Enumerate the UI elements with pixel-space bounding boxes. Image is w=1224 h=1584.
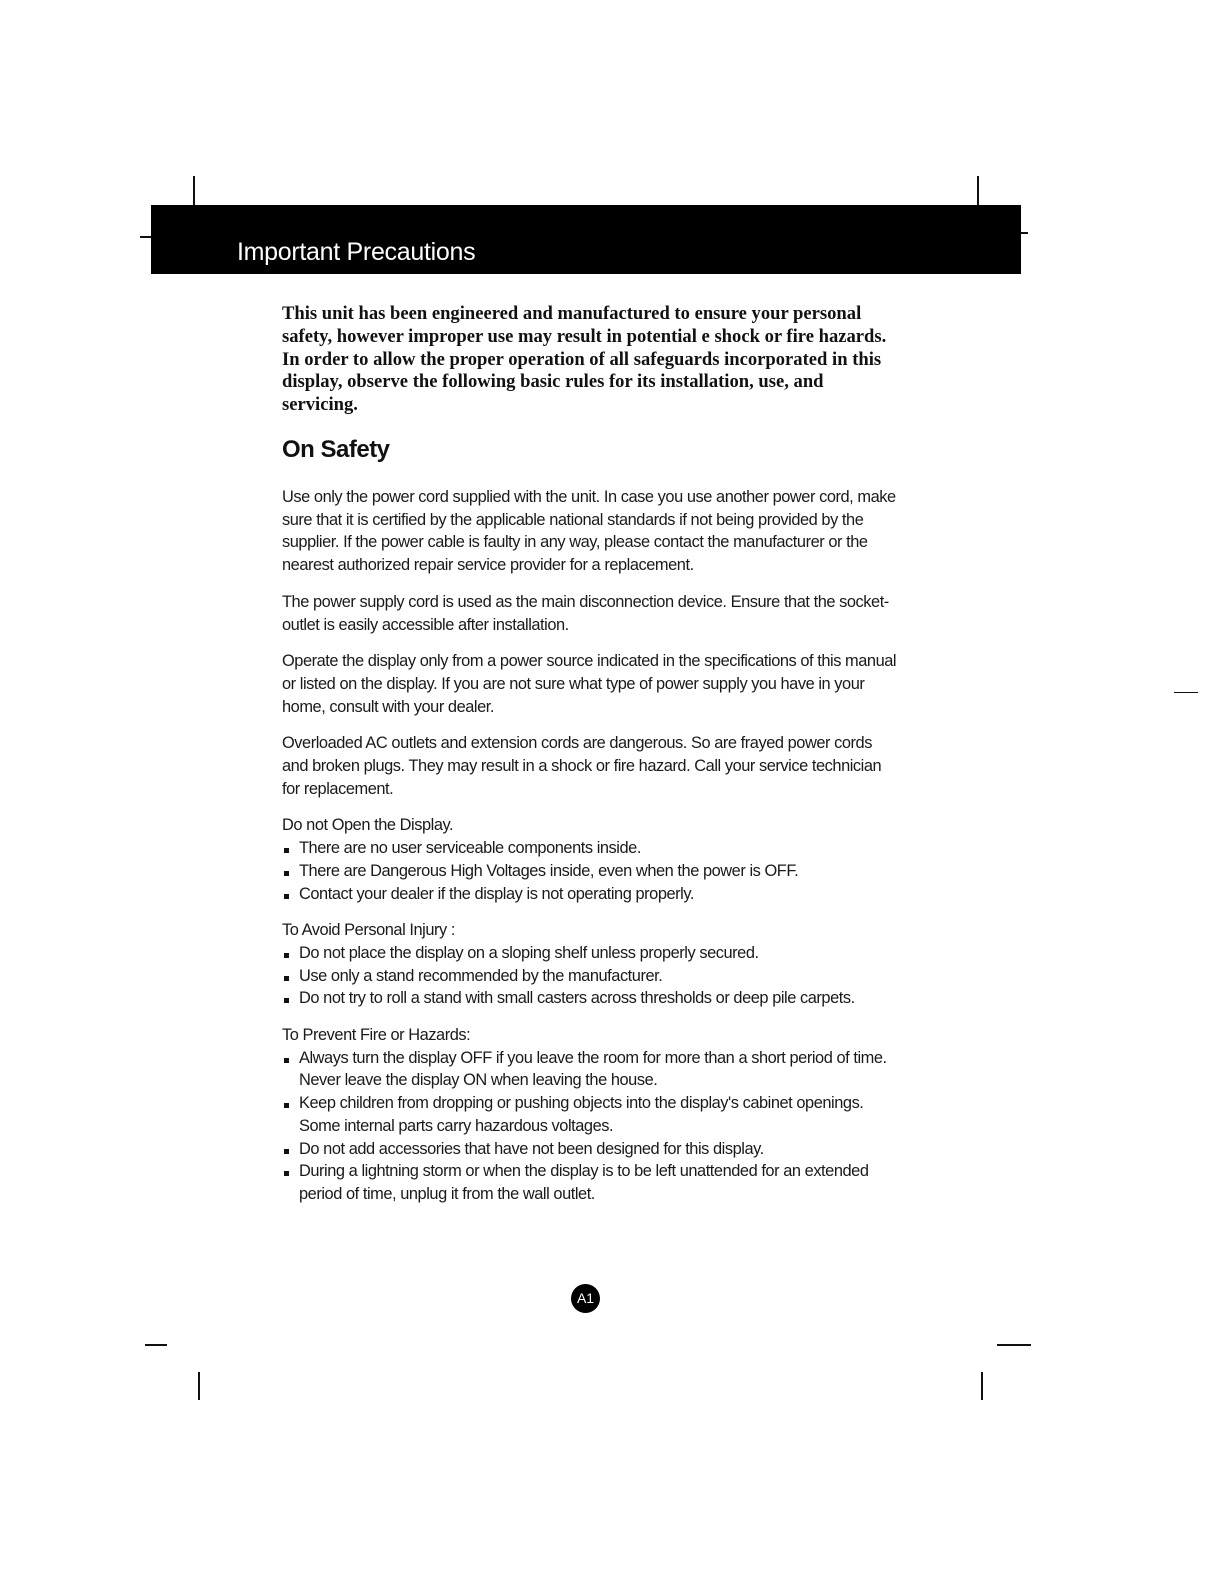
header-bar — [151, 205, 1021, 274]
list-item — [282, 837, 902, 860]
list-item — [282, 942, 902, 965]
list-item-text: Always turn the display OFF if you leave the room for more than a short period of time. Never leave the display ON when leaving the house. — [299, 1048, 887, 1090]
list-item — [282, 860, 902, 883]
list-item — [282, 1047, 902, 1092]
bullet-list — [282, 1047, 902, 1206]
bullet-icon — [284, 1103, 289, 1108]
list-item-text: Keep children from dropping or pushing objects into the display's cabinet openings. Some internal parts carry hazardous voltages. — [299, 1094, 864, 1135]
list-item — [282, 1138, 902, 1161]
list-item-text: There are Dangerous High Voltages inside, even when the power is OFF. — [299, 861, 799, 880]
bullet-icon — [284, 848, 289, 853]
safety-paragraph-power-source: Operate the display only from a power source indicated in the specifications of this manual or listed on the display. If you are not sure what type of power supply you have in your home, consult with your dealer. — [282, 652, 897, 716]
list-item-text: There are no user serviceable components inside. — [299, 839, 641, 858]
crop-mark-top-left-vertical — [193, 176, 195, 206]
bullet-icon — [284, 1058, 289, 1063]
safety-paragraph-disconnect: The power supply cord is used as the main disconnection device. Ensure that the socket-outlet is easily accessible after installation. — [282, 592, 889, 634]
crop-mark-top-right-horizontal — [1020, 232, 1028, 234]
list-item — [282, 987, 902, 1010]
group-title: Do not Open the Display. — [282, 816, 454, 835]
list-item-text: Use only a stand recommended by the manufacturer. — [299, 966, 663, 985]
safety-paragraph-overload: Overloaded AC outlets and extension cords are dangerous. So are frayed power cords and broken plugs. They may result in a shock or fire hazard. Call your service technician for replacement. — [282, 734, 882, 798]
bullet-icon — [284, 998, 289, 1003]
bullet-list — [282, 942, 902, 1010]
crop-mark-bottom-left-vertical — [198, 1372, 200, 1400]
bullet-icon — [284, 871, 289, 876]
crop-mark-top-right-vertical — [977, 176, 979, 206]
page-title: Important Precautions — [237, 238, 476, 266]
group-do-not-open — [282, 814, 902, 905]
crop-mark-bottom-right-horizontal — [997, 1344, 1031, 1346]
bullet-icon — [284, 976, 289, 981]
crop-mark-right-middle — [1174, 692, 1198, 693]
list-item — [282, 965, 902, 988]
section-heading: On Safety — [282, 435, 390, 463]
list-item-text: Do not place the display on a sloping shelf unless properly secured. — [299, 943, 759, 962]
safety-paragraph-power-cord: Use only the power cord supplied with the unit. In case you use another power cord, make sure that it is certified by the applicable national standards if not being provided by the supplier. If the power cable is faulty in any way, please contact the manufacturer or the nearest authorized repair service provider for a replacement. — [282, 487, 896, 575]
bullet-list — [282, 837, 902, 905]
intro-paragraph: This unit has been engineered and manufactured to ensure your personal safety, however improper use may result in potential e shock or fire hazards. In order to allow the proper operation of all safeguards incorporated in this display, observe the following basic rules for its installation, use, and servicing. — [282, 303, 887, 416]
group-avoid-injury — [282, 919, 902, 1010]
main-content — [282, 303, 902, 1206]
list-item-text: Do not try to roll a stand with small casters across thresholds or deep pile carpets. — [299, 989, 855, 1008]
bullet-icon — [284, 953, 289, 958]
list-item-text: During a lightning storm or when the display is to be left unattended for an extended period of time, unplug it from the wall outlet. — [299, 1162, 869, 1203]
group-prevent-fire — [282, 1024, 902, 1206]
crop-mark-bottom-left-horizontal — [145, 1344, 167, 1346]
list-item — [282, 1160, 902, 1205]
bullet-icon — [284, 1171, 289, 1176]
list-item-text: Contact your dealer if the display is not operating properly. — [299, 884, 694, 903]
bullet-icon — [284, 1149, 289, 1154]
list-item — [282, 1092, 902, 1137]
list-item-text: Do not add accessories that have not been designed for this display. — [299, 1139, 764, 1158]
list-item — [282, 883, 902, 906]
bullet-icon — [284, 894, 289, 899]
crop-mark-bottom-right-vertical — [981, 1372, 983, 1400]
group-title: To Prevent Fire or Hazards: — [282, 1026, 471, 1045]
page-number-badge: A1 — [571, 1284, 600, 1313]
group-title: To Avoid Personal Injury : — [282, 921, 455, 940]
